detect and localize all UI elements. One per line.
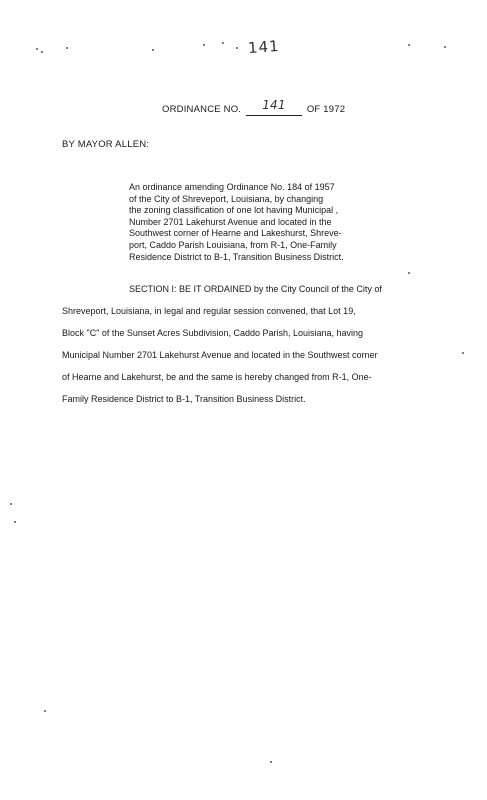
title-prefix: ORDINANCE NO. bbox=[162, 104, 242, 115]
section-line: Block "C" of the Sunset Acres Subdivision, Caddo Parish, Louisiana, having bbox=[62, 328, 364, 338]
title-suffix: OF 1972 bbox=[306, 104, 346, 115]
section-line: Family Residence District to B-1, Transition Business District. bbox=[62, 394, 306, 404]
scan-speck bbox=[14, 521, 16, 523]
scan-speck bbox=[236, 47, 238, 49]
summary-line: Residence District to B-1, Transition Business District. bbox=[129, 251, 344, 262]
section-line: Municipal Number 2701 Lakehurst Avenue and located in the Southwest corner bbox=[62, 350, 378, 360]
section-line: of Hearne and Lakehurst, be and the same is hereby changed from R-1, One- bbox=[62, 372, 372, 382]
scan-speck bbox=[222, 42, 224, 44]
summary-line: Number 2701 Lakehurst Avenue and located in the bbox=[129, 216, 332, 227]
section-one bbox=[62, 278, 462, 410]
ordinance-title bbox=[162, 98, 346, 116]
scan-speck bbox=[10, 503, 12, 505]
scan-speck bbox=[152, 49, 154, 51]
ordinance-number-blank bbox=[246, 98, 302, 116]
summary-line: the zoning classification of one lot having Municipal , bbox=[129, 205, 339, 216]
summary-line: An ordinance amending Ordinance No. 184 of 1957 bbox=[129, 182, 335, 192]
scan-speck bbox=[36, 48, 38, 50]
scan-speck bbox=[66, 47, 68, 49]
section-line: Shreveport, Louisiana, in legal and regular session convened, that Lot 19, bbox=[62, 306, 356, 316]
summary-line: port, Caddo Parish Louisiana, from R-1, One-Family bbox=[129, 239, 337, 250]
section-line: SECTION I: BE IT ORDAINED by the City Council of the City of bbox=[129, 284, 382, 294]
scan-speck bbox=[408, 272, 410, 274]
ordinance-summary bbox=[129, 182, 449, 263]
ordinance-number-handwritten: 141 bbox=[262, 98, 286, 112]
summary-line: Southwest corner of Hearne and Lakeshurst, Shreve- bbox=[129, 228, 342, 239]
scan-speck bbox=[408, 44, 410, 46]
scan-speck bbox=[444, 46, 446, 48]
scan-speck bbox=[44, 710, 46, 712]
scan-speck bbox=[462, 352, 464, 354]
summary-line: of the City of Shreveport, Louisiana, by changing bbox=[129, 193, 324, 204]
scan-speck bbox=[41, 51, 43, 53]
byline: BY MAYOR ALLEN: bbox=[62, 139, 150, 150]
scan-speck bbox=[270, 761, 272, 763]
scan-speck bbox=[203, 44, 205, 46]
handwritten-ordinance-number: 141 bbox=[247, 36, 281, 58]
